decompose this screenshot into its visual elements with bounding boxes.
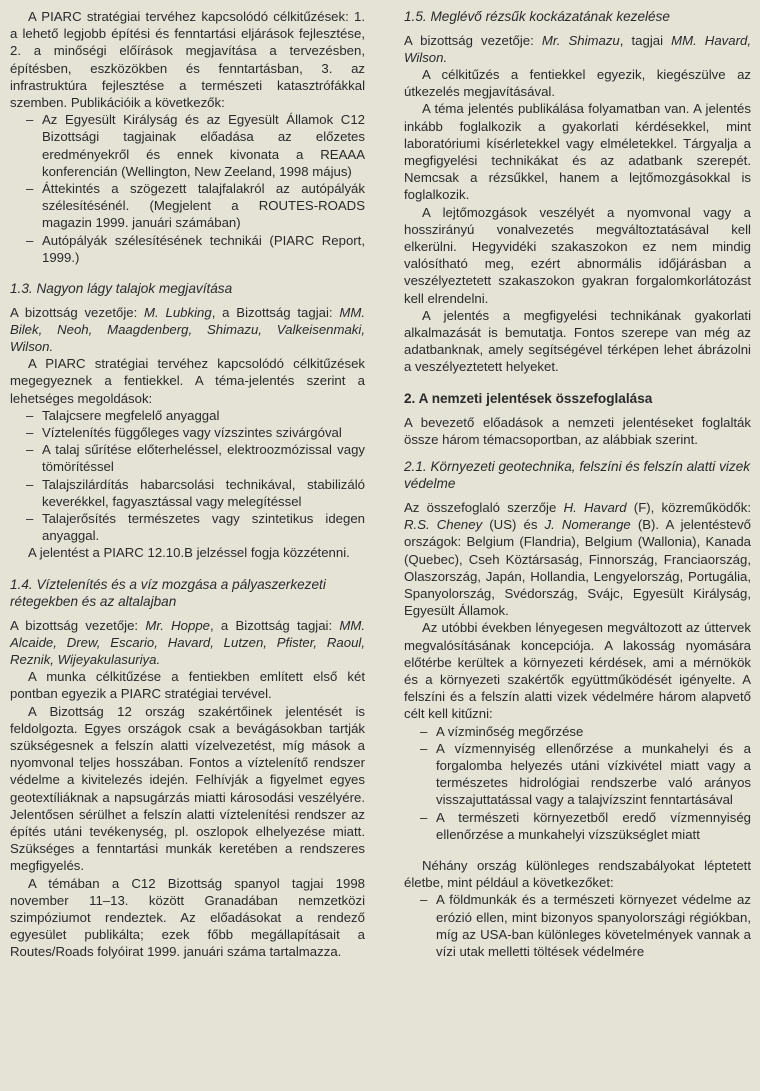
section-1-4-paragraph: A témában a C12 Bizottság spanyol tagjai 1998 november 11–13. között Granadában nemzetközi szimpóziumot rendeztek. Az előadásokat a rendező egyesület publikálta; ezek főbb megállapításait a Routes/Roads folyóirat 1999. januári száma tartalmazza. <box>10 875 365 960</box>
section-1-4-paragraph: A Bizottság 12 ország szakértőinek jelentését is feldolgozta. Egyes országok csak a bevágásokban tartják szükségesnek a felszín alatti vízelvezetést, míg mások a nyomvonal teljes hosszában. Fontos a víztelenítő rendszer védelme a kivitelezés idején. Felhívják a figyelmet egyes geotextíliáknak a napsugárzás miatti károsodási veszélyére. Jelentősen sérülhet a felszín alatti víztelenítési rendszer az építés utáni tevékenység, pl. oszlopok elhelyezése miatt. Szükséges a fenntartási munkák keretében a rendszeres megfigyelés. <box>10 703 365 874</box>
list-item: – Talajszilárdítás habarcsolási technikával, stabilizáló keverékkel, fagyasztással vagy melegítéssel <box>26 476 365 509</box>
list-item: – A vízminőség megőrzése <box>420 723 584 739</box>
list-item: – A természeti környezetből eredő vízmennyiség ellenőrzése a munkahelyi vízszükséglet miatt <box>420 809 751 842</box>
section-1-3-title: 1.3. Nagyon lágy talajok megjavítása <box>10 281 233 297</box>
solutions-list <box>10 407 365 545</box>
section-1-5-paragraph: A jelentés a megfigyelési technikának gyakorlati alkalmazását is bemutatja. Fontos szerepe van még az adatbanknak, amely segítségével térképen lehet ábrázolni a veszélyeztetett helyeket. <box>404 307 751 375</box>
section-1-5-paragraph: A célkitűzés a fentiekkel egyezik, kiegészülve az útkezelés megjavításával. <box>404 66 751 100</box>
section-1-5-committee: A bizottság vezetője: Mr. Shimazu, tagjai MM. Havard, Wilson. <box>404 32 751 65</box>
section-1-4-paragraph: A munka célkitűzése a fentiekben említett első két pontban egyezik a PIARC stratégiai tervével. <box>10 669 365 702</box>
list-item: – Autópályák szélesítésének technikái (PIARC Report, 1999.) <box>26 232 365 265</box>
rules-list <box>404 891 751 960</box>
intro-paragraph: A PIARC stratégiai tervéhez kapcsolódó célkitűzések: 1. a lehető legjobb építési és fenntartási eljárások fejlesztése, 2. a minőségi előírások megjavítása a tervezésben, építésben, eszközökben és fenntartásban, 3. az infrastruktúra fejlesztése a természeti katasztrófákkal szemben. Publikációik a következők: <box>10 9 365 111</box>
list-item: – Talajcsere megfelelő anyaggal <box>26 407 220 423</box>
section-1-5-title: 1.5. Meglévő rézsűk kockázatának kezelése <box>404 9 670 24</box>
list-item: – Áttekintés a szögezett talajfalakról az autópályák szélesítésénél. (Megjelent a ROUTES-ROADS magazin 1999. januári számában) <box>26 181 365 231</box>
section-1-4-committee: A bizottság vezetője: Mr. Hoppe, a Bizottság tagjai: MM. Alcaide, Drew, Escario, Havard, Lutzen, Pfister, Raoul, Reznik, Wijeyakulasuriya. <box>10 617 366 667</box>
section-2-1-authors: Az összefoglaló szerzője H. Havard (F), közreműködők: R.S. Cheney (US) és J. Nomerange (B). A jelentéstevő országok: Belgium (Flandria), Belgium (Wallonia), Kanada (Quebec), Cseh Köztársaság, Finnország, Franciaország, Olaszország, Japán, Hollandia, Lengyelország, Portugália, Spanyolország, Svédország, Svájc, Egyesült Királyság, Egyesült Államok. <box>404 499 751 619</box>
section-2-1-paragraph: Az utóbbi években lényegesen megváltozott az úttervek megvalósításának koncepciója. A lakosság nyomására előtérbe kerültek a környezeti kérdések, ami a mérnökök és a környezeti szakértők együttműködését igényelte. A felszíni és a felszín alatti vizek védelmére három alapvető célt kell kitűzni: <box>404 620 751 722</box>
left-column <box>10 8 365 961</box>
list-item: – Talajerősítés természetes vagy szintetikus idegen anyaggal. <box>26 510 365 544</box>
section-2-paragraph: A bevezető előadások a nemzeti jelentéseket foglalták össze három témacsoportban, az alábbiak szerint. <box>404 414 751 447</box>
section-1-4-title: 1.4. Víztelenítés és a víz mozgása a pályaszerkezeti rétegekben és az altalajban <box>10 576 326 610</box>
section-1-3-paragraph: A jelentést a PIARC 12.10.B jelzéssel fogja közzétenni. <box>28 545 350 561</box>
section-2-1-title: 2.1. Környezeti geotechnika, felszíni és felszín alatti vizek védelme <box>404 458 751 492</box>
right-column <box>404 8 751 960</box>
list-item: – A földmunkák és a természeti környezet védelme az erózió ellen, mint bizonyos spanyolországi régiókban, míg az USA-ban különleges követelmények vannak a vízi utak melletti töltések védelmére <box>420 892 751 960</box>
list-item: – A vízmennyiség ellenőrzése a munkahelyi és a forgalomba helyezés utáni vízkivétel miatt vagy a természetes hidrológiai rendszerbe való arányos visszajuttatással vagy a talajvízszint fenntartásával <box>420 740 751 808</box>
goals-list <box>404 723 751 843</box>
section-1-3-committee: A bizottság vezetője: M. Lubking, a Bizottság tagjai: MM. Bilek, Neoh, Maagdenberg, Shimazu, Valkeisenmaki, Wilson. <box>10 304 365 354</box>
section-1-5-paragraph: A lejtőmozgások veszélyét a nyomvonal vagy a hosszirányú vonalvezetés megváltoztatásával kell elkerülni. Hegyvidéki szakaszokon ez nem mindig valósítható meg, ezért abnormális időjárásban a veszélyeztetett szakaszokon gyakran forgalomkorlátozást kell elrendelni. <box>404 204 751 306</box>
publications-list <box>10 111 365 266</box>
list-item: – Víztelenítés függőleges vagy vízszintes szivárgóval <box>26 424 342 440</box>
list-item: – Az Egyesült Királyság és az Egyesült Államok C12 Bizottsági tagjainak előadása az előzetes eredményekről és ennek kivonata a REAAA konferencián (Wellington, New Zeeland, 1998 május) <box>26 112 365 179</box>
section-2-1-paragraph: Néhány ország különleges rendszabályokat léptetett életbe, mint például a következőket: <box>404 858 751 891</box>
section-1-3-paragraph: A PIARC stratégiai tervéhez kapcsolódó célkitűzések megegyeznek a fentiekkel. A téma-jelentés szerint a lehetséges megoldások: <box>10 356 365 406</box>
section-2-title: 2. A nemzeti jelentések összefoglalása <box>404 390 653 406</box>
section-1-5-paragraph: A téma jelentés publikálása folyamatban van. A jelentés inkább foglalkozik a gyakorlati kérdésekkel, mint laboratóriumi kísérletekkel vagy elméletekkel. Tárgyalja a megfigyelési technikákat és az adatbank szerepét. Nemcsak a rézsűkkel, hanem a lejtőmozgásokkal is foglalkozik. <box>404 101 751 203</box>
list-item: – A talaj sűrítése előterheléssel, elektroozmózissal vagy tömörítéssel <box>26 442 365 475</box>
